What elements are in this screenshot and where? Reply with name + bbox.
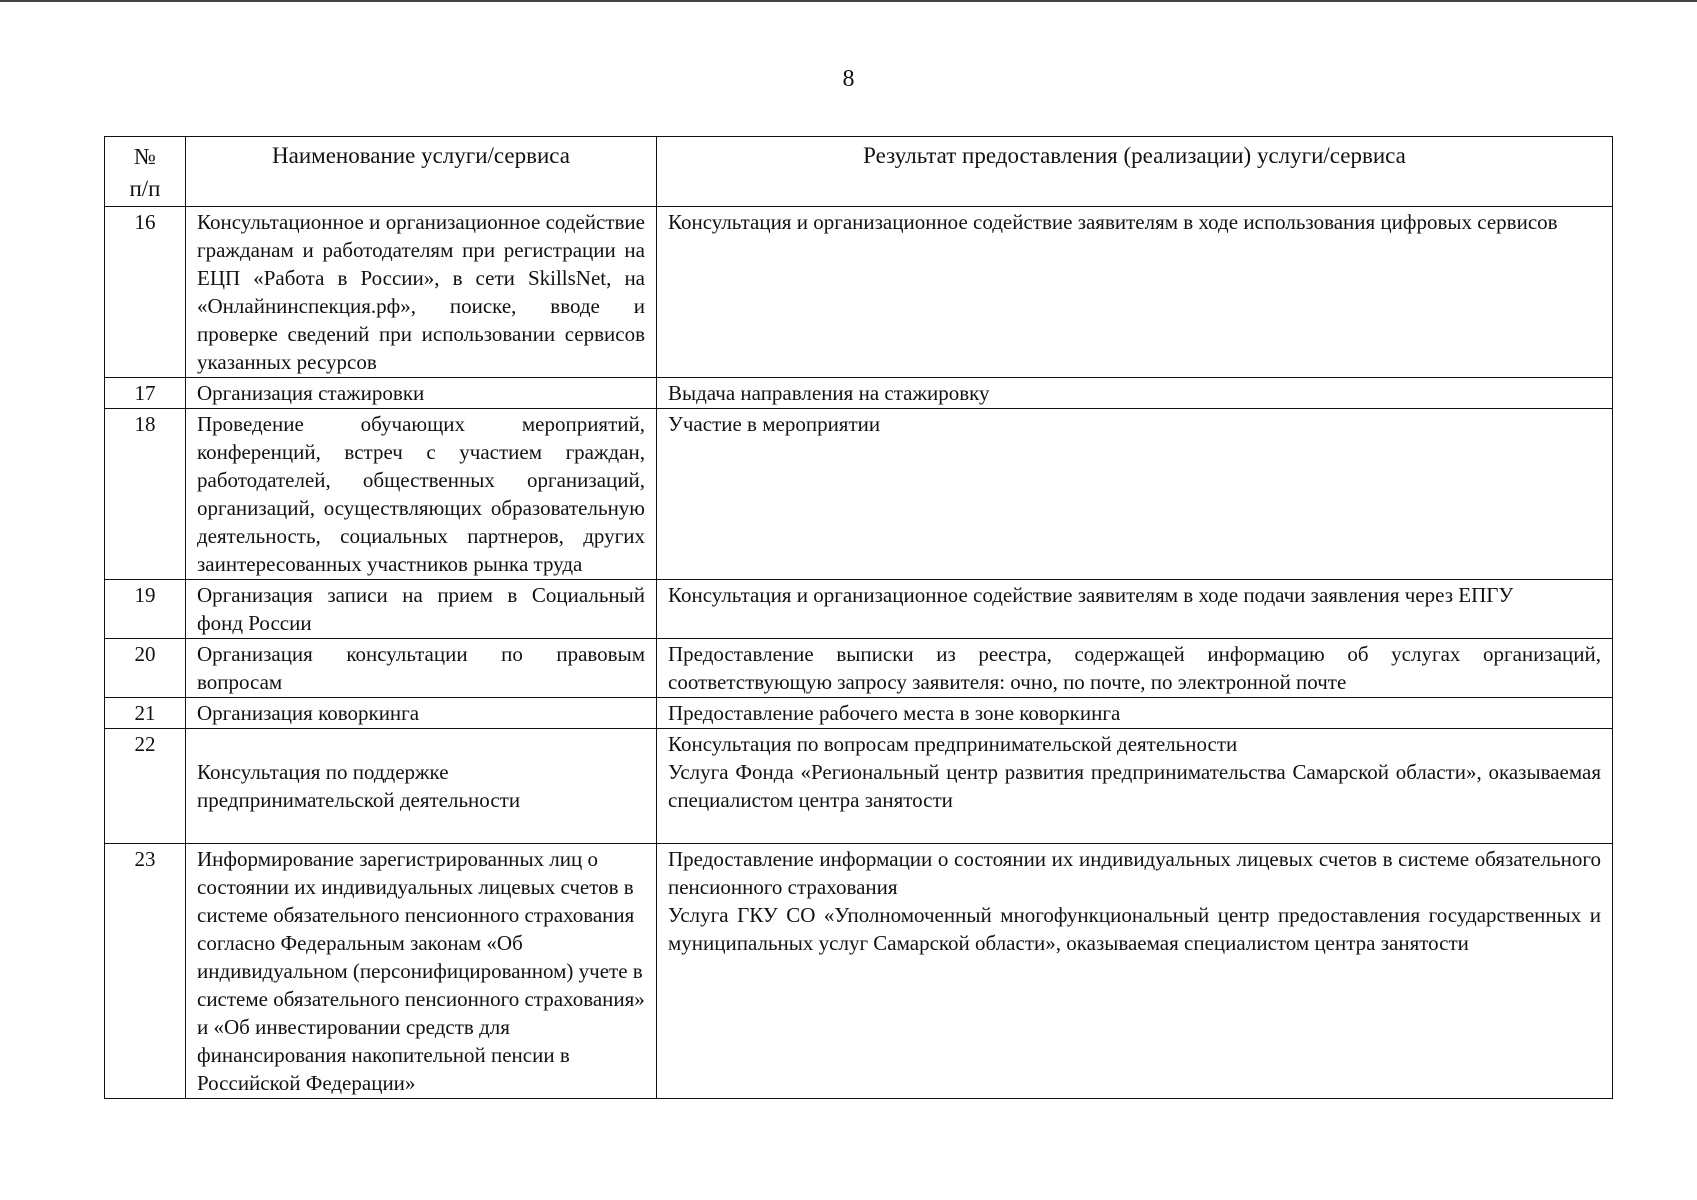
table-row [105,844,1613,1099]
result-line: Консультация по вопросам предпринимательской деятельности [668,732,1238,756]
service-name: Организация стажировки [186,378,657,409]
row-number: 23 [105,844,186,1099]
page-number: 8 [842,66,855,92]
table-row [105,698,1613,729]
result-line: Консультация и организационное содействие заявителям в ходе подачи заявления через ЕПГУ [668,583,1514,607]
service-result [657,207,1613,378]
table-row [105,729,1613,844]
header-service-name: Наименование услуги/сервиса [186,137,657,207]
row-number: 18 [105,409,186,580]
services-table [104,136,1613,1099]
result-line: Услуга Фонда «Региональный центр развития предпринимательства Самарской области», оказываемая специалистом центра занятости [668,760,1601,812]
row-number: 21 [105,698,186,729]
result-line: Предоставление выписки из реестра, содержащей информацию об услугах организаций, соответствующую запросу заявителя: очно, по почте, по электронной почте [668,642,1601,694]
top-border-line [0,0,1697,2]
service-result [657,698,1613,729]
service-name: Информирование зарегистрированных лиц о состоянии их индивидуальных лицевых счетов в системе обязательного пенсионного страхования согласно Федеральным законам «Об индивидуальном (персонифицированном) учете в системе обязательного пенсионного страхования» и «Об инвестировании средств для финансирования накопительной пенсии в Российской Федерации» [186,844,657,1099]
row-number: 16 [105,207,186,378]
row-number: 22 [105,729,186,844]
service-name: Организация записи на прием в Социальный фонд России [186,580,657,639]
row-number: 20 [105,639,186,698]
table-header-row [105,137,1613,207]
header-number [105,137,186,207]
result-line: Предоставление информации о состоянии их индивидуальных лицевых счетов в системе обязательного пенсионного страхования [668,847,1601,899]
result-line: Выдача направления на стажировку [668,381,990,405]
table-row [105,639,1613,698]
header-service-result: Результат предоставления (реализации) услуги/сервиса [657,137,1613,207]
table-row [105,207,1613,378]
header-number-symbol: № [134,144,156,169]
service-name: Организация коворкинга [186,698,657,729]
service-name: Консультация по поддержке предпринимательской деятельности [186,729,657,844]
row-number: 17 [105,378,186,409]
service-result [657,729,1613,844]
service-result [657,639,1613,698]
service-result [657,580,1613,639]
result-line: Предоставление рабочего места в зоне коворкинга [668,701,1121,725]
result-line: Услуга ГКУ СО «Уполномоченный многофункциональный центр предоставления государственных и муниципальных услуг Самарской области», оказываемая специалистом центра занятости [668,903,1601,955]
service-result [657,844,1613,1099]
table-row [105,378,1613,409]
table-row [105,580,1613,639]
service-result [657,409,1613,580]
header-number-abbrev: п/п [129,176,161,201]
service-name: Проведение обучающих мероприятий, конференций, встреч с участием граждан, работодателей, общественных организаций, организаций, осуществляющих образовательную деятельность, социальных партнеров, других заинтересованных участников рынка труда [186,409,657,580]
result-line: Консультация и организационное содействие заявителям в ходе использования цифровых сервисов [668,210,1558,234]
service-name: Организация консультации по правовым вопросам [186,639,657,698]
row-number: 19 [105,580,186,639]
table-row [105,409,1613,580]
result-line: Участие в мероприятии [668,412,881,436]
service-name: Консультационное и организационное содействие гражданам и работодателям при регистрации на ЕЦП «Работа в России», в сети SkillsNet, на «Онлайнинспекция.рф», поиске, вводе и проверке сведений при использовании сервисов указанных ресурсов [186,207,657,378]
service-result [657,378,1613,409]
